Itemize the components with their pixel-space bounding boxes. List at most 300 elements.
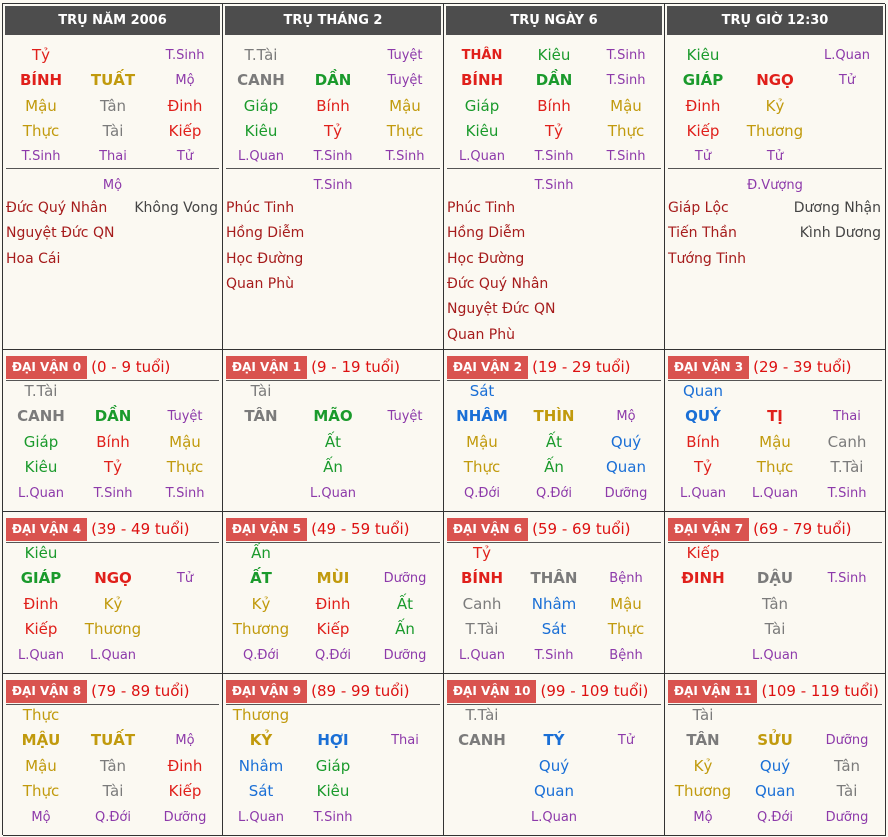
chart-row (3, 68, 222, 93)
extra-phase: T.Sinh (313, 178, 353, 193)
chart-row (665, 805, 885, 830)
chart-cell: Sát (469, 382, 495, 400)
dai-van-cell (223, 512, 444, 674)
pillar-cell (665, 4, 886, 350)
chart-row (444, 592, 664, 617)
chart-cell: L.Quan (530, 809, 578, 825)
chart-cell: Nhâm (238, 756, 284, 775)
chart-cell: Mộ (616, 409, 636, 425)
star-label: Nguyệt Đức QN (6, 225, 115, 242)
pillar-header: TRỤ NĂM 2006 (5, 6, 220, 35)
dai-van-tag: ĐẠI VẬN 9 (226, 680, 307, 703)
chart-row (3, 728, 222, 753)
chart-cell: Tài (764, 620, 786, 639)
chart-row (223, 455, 443, 480)
chart-cell: SỬU (757, 731, 793, 750)
chart-cell: Kiêu (316, 782, 350, 801)
chart-cell: Dưỡng (825, 809, 869, 825)
chart-cell: Tử (838, 73, 856, 89)
chart-row (223, 805, 443, 830)
dai-van-age: (29 - 39 tuổi) (753, 358, 852, 376)
chart-cell: Q.Đới (756, 809, 793, 825)
dai-van-cell (223, 674, 444, 836)
star-label: Quan Phù (226, 275, 294, 292)
chart-cell: Thai (391, 733, 419, 749)
pillar-cell (444, 4, 665, 350)
chart-row (665, 592, 885, 617)
chart-cell: Tử (694, 149, 712, 165)
pillar-cell (223, 4, 444, 350)
chart-row (665, 94, 885, 119)
chart-cell: Kiêu (24, 544, 58, 562)
chart-cell: GIÁP (20, 569, 62, 588)
star-label: Hồng Diễm (226, 225, 305, 242)
star-label: Đức Quý Nhân (6, 200, 108, 216)
chart-cell: Thực (756, 458, 794, 477)
chart-cell: Tỷ (544, 121, 564, 140)
chart-row (665, 643, 885, 668)
chart-cell: T.Tài (24, 382, 58, 400)
chart-row (444, 144, 664, 169)
chart-cell: Ấn (323, 458, 343, 477)
dai-van-cell (3, 350, 223, 512)
chart-cell: Tử (176, 571, 194, 587)
chart-cell: NHÂM (456, 407, 508, 426)
star-label: Tướng Tinh (668, 250, 746, 267)
chart-cell: Thực (463, 458, 501, 477)
chart-cell: T.Tài (244, 46, 278, 64)
chart-cell: T.Sinh (165, 485, 205, 501)
chart-row (3, 481, 222, 506)
chart-cell: Mộ (175, 733, 195, 749)
chart-cell: Tuyệt (387, 409, 423, 425)
chart-cell: T.Tài (465, 706, 499, 724)
chart-cell: T.Sinh (534, 149, 574, 165)
dai-van-tag: ĐẠI VẬN 10 (447, 680, 536, 703)
chart-row (444, 617, 664, 642)
chart-cell: Q.Đới (94, 809, 131, 825)
chart-cell: Kỷ (765, 96, 785, 115)
chart-cell: Thương (674, 782, 732, 801)
star-label: Nguyệt Đức QN (447, 301, 556, 318)
chart-cell: Mộ (31, 809, 51, 825)
chart-cell: THÌN (533, 407, 575, 426)
chart-row (223, 94, 443, 119)
dai-van-age: (0 - 9 tuổi) (91, 358, 171, 376)
chart-cell: Mậu (610, 594, 642, 613)
chart-row (223, 144, 443, 169)
chart-row (444, 43, 664, 68)
chart-row (444, 68, 664, 93)
pillar-cell (3, 4, 223, 350)
chart-cell: Mậu (25, 756, 57, 775)
chart-cell: Giáp (315, 756, 351, 775)
chart-cell: Kiêu (244, 121, 278, 140)
chart-cell: T.Sinh (21, 149, 61, 165)
dai-van-cell (665, 512, 886, 674)
chart-cell: NGỌ (94, 569, 132, 588)
star-label: Giáp Lộc (668, 200, 729, 216)
chart-row (3, 144, 222, 169)
chart-row (223, 379, 443, 404)
chart-row (665, 481, 885, 506)
chart-cell: Q.Đới (463, 485, 500, 501)
dai-van-cell (223, 350, 444, 512)
chart-row (3, 617, 222, 642)
chart-row (3, 119, 222, 144)
chart-cell: T.Sinh (313, 149, 353, 165)
chart-cell: Bính (686, 432, 720, 451)
chart-cell: L.Quan (458, 149, 506, 165)
chart-cell: Sát (541, 620, 567, 639)
chart-cell: Mộ (175, 73, 195, 89)
star-label: Học Đường (447, 250, 525, 267)
chart-cell: TUẤT (90, 71, 136, 90)
dai-van-header (226, 516, 409, 542)
chart-cell: Tử (766, 149, 784, 165)
chart-cell: Tài (692, 706, 714, 724)
dai-van-tag: ĐẠI VẬN 0 (6, 356, 87, 379)
chart-cell: Đinh (23, 594, 59, 613)
chart-cell: Mậu (25, 96, 57, 115)
chart-cell: Kiếp (316, 620, 350, 639)
chart-row (665, 566, 885, 591)
chart-cell: T.Sinh (606, 149, 646, 165)
chart-row (223, 404, 443, 429)
bazi-chart-grid (2, 3, 885, 835)
chart-cell: Quan (533, 782, 574, 801)
chart-cell: Tỷ (472, 544, 492, 562)
dai-van-tag: ĐẠI VẬN 11 (668, 680, 757, 703)
chart-cell: DẦN (314, 71, 352, 90)
chart-row (223, 779, 443, 804)
chart-cell: Mậu (610, 96, 642, 115)
chart-row (444, 404, 664, 429)
chart-cell: Ấn (544, 458, 564, 477)
dai-van-cell (3, 512, 223, 674)
divider (447, 168, 661, 169)
chart-cell: Tử (176, 149, 194, 165)
chart-cell: Giáp (23, 432, 59, 451)
chart-cell: Bính (316, 96, 350, 115)
chart-cell: Tân (99, 96, 127, 115)
chart-cell: Mậu (466, 432, 498, 451)
chart-cell: Kiêu (537, 46, 571, 64)
chart-cell: Mộ (693, 809, 713, 825)
extra-phase: Đ.Vượng (747, 178, 803, 193)
dai-van-age: (39 - 49 tuổi) (91, 520, 190, 538)
dai-van-age: (9 - 19 tuổi) (311, 358, 400, 376)
chart-row (444, 541, 664, 566)
chart-cell: Quý (759, 756, 791, 775)
chart-cell: TÝ (543, 731, 565, 750)
chart-cell: Thai (833, 409, 861, 425)
dai-van-cell (665, 674, 886, 836)
chart-cell: T.Sinh (827, 571, 867, 587)
chart-cell: T.Sinh (534, 647, 574, 663)
chart-row (3, 643, 222, 668)
dai-van-cell (665, 350, 886, 512)
chart-cell: L.Quan (89, 647, 137, 663)
chart-row (444, 119, 664, 144)
chart-cell: Mậu (169, 432, 201, 451)
chart-cell: GIÁP (682, 71, 724, 90)
dai-van-age: (99 - 109 tuổi) (540, 682, 649, 700)
star-label: Quan Phù (447, 326, 515, 343)
chart-cell: L.Quan (17, 647, 65, 663)
chart-row (665, 455, 885, 480)
chart-row (223, 119, 443, 144)
dai-van-tag: ĐẠI VẬN 2 (447, 356, 528, 379)
chart-cell: Quan (605, 458, 646, 477)
chart-row (223, 68, 443, 93)
dai-van-header (226, 678, 409, 704)
chart-cell: Bệnh (609, 571, 643, 587)
dai-van-tag: ĐẠI VẬN 3 (668, 356, 749, 379)
chart-row (3, 455, 222, 480)
dai-van-cell (444, 674, 665, 836)
chart-row (665, 541, 885, 566)
dai-van-header (447, 678, 648, 704)
chart-row (444, 754, 664, 779)
chart-cell: Dưỡng (825, 733, 869, 749)
pillar-header: TRỤ GIỜ 12:30 (667, 6, 883, 35)
dai-van-age: (19 - 29 tuổi) (532, 358, 631, 376)
chart-row (3, 703, 222, 728)
chart-cell: DẦN (94, 407, 132, 426)
chart-cell: Ất (324, 432, 342, 451)
chart-row (223, 728, 443, 753)
chart-cell: L.Quan (237, 149, 285, 165)
chart-row (444, 455, 664, 480)
chart-cell: Dưỡng (604, 485, 648, 501)
star-label: Phúc Tinh (226, 200, 295, 216)
chart-cell: T.Sinh (165, 48, 205, 63)
chart-row (444, 481, 664, 506)
star-label: Hồng Diễm (447, 225, 526, 242)
chart-cell: Tài (102, 782, 124, 801)
chart-cell: Kiêu (465, 121, 499, 140)
chart-cell: Canh (462, 594, 502, 613)
chart-row (444, 430, 664, 455)
chart-row (444, 779, 664, 804)
chart-cell: DẦN (535, 71, 573, 90)
extra-phase: T.Sinh (534, 178, 574, 193)
chart-cell: T.Tài (830, 458, 864, 477)
extra-phase: Mộ (102, 178, 123, 193)
star-label: Đức Quý Nhân (447, 275, 549, 292)
chart-cell: DẬU (756, 569, 794, 588)
chart-cell: Thương (84, 620, 142, 639)
chart-cell: Giáp (464, 96, 500, 115)
pillar-header: TRỤ THÁNG 2 (225, 6, 441, 35)
chart-cell: L.Quan (309, 485, 357, 501)
chart-cell: Ấn (395, 620, 415, 639)
chart-cell: CANH (17, 407, 65, 426)
chart-cell: Đinh (167, 756, 203, 775)
chart-cell: Thương (232, 620, 290, 639)
dai-van-header (6, 354, 170, 380)
chart-cell: Ất (545, 432, 563, 451)
chart-cell: L.Quan (751, 647, 799, 663)
chart-cell: Kỷ (251, 594, 271, 613)
chart-cell: Kiếp (168, 121, 202, 140)
chart-cell: MÙI (316, 569, 350, 588)
chart-cell: Tỷ (323, 121, 343, 140)
chart-row (665, 779, 885, 804)
chart-cell: THÂN (530, 569, 578, 588)
chart-cell: Dưỡng (383, 571, 427, 587)
chart-cell: Mậu (759, 432, 791, 451)
chart-cell: NGỌ (756, 71, 794, 90)
chart-cell: T.Sinh (606, 48, 646, 63)
chart-cell: TUẤT (90, 731, 136, 750)
chart-row (223, 703, 443, 728)
chart-row (3, 404, 222, 429)
chart-cell: Tuyệt (387, 73, 423, 89)
dai-van-header (668, 516, 851, 542)
chart-cell: HỢI (317, 731, 349, 750)
chart-cell: Thực (22, 782, 60, 801)
chart-cell: Kiếp (24, 620, 58, 639)
chart-cell: L.Quan (237, 809, 285, 825)
chart-cell: Thực (22, 121, 60, 140)
divider (226, 168, 440, 169)
chart-cell: L.Quan (823, 48, 871, 63)
chart-cell: Canh (827, 432, 867, 451)
chart-cell: Quý (538, 756, 570, 775)
star-label: Không Vong (134, 200, 218, 216)
chart-cell: Đinh (315, 594, 351, 613)
chart-cell: TÂN (244, 407, 278, 426)
pillar-header: TRỤ NGÀY 6 (446, 6, 662, 35)
chart-row (223, 592, 443, 617)
chart-cell: Tử (617, 733, 635, 749)
chart-cell: Thực (607, 620, 645, 639)
chart-cell: Dưỡng (163, 809, 207, 825)
chart-row (665, 404, 885, 429)
star-label: Kình Dương (799, 225, 881, 242)
chart-row (444, 566, 664, 591)
chart-row (223, 754, 443, 779)
chart-cell: Thực (22, 706, 60, 724)
chart-cell: Tỷ (693, 458, 713, 477)
chart-cell: MÃO (313, 407, 353, 426)
dai-van-age: (89 - 99 tuổi) (311, 682, 410, 700)
chart-cell: Kỷ (693, 756, 713, 775)
chart-cell: ẤT (250, 569, 272, 588)
chart-cell: Ấn (251, 544, 271, 562)
dai-van-cell (444, 350, 665, 512)
chart-cell: Kiếp (686, 121, 720, 140)
dai-van-tag: ĐẠI VẬN 6 (447, 518, 528, 541)
chart-cell: Quan (682, 382, 723, 400)
chart-row (444, 94, 664, 119)
chart-cell: T.Sinh (606, 73, 646, 89)
dai-van-age: (79 - 89 tuổi) (91, 682, 190, 700)
chart-cell: Thực (166, 458, 204, 477)
chart-cell: L.Quan (751, 485, 799, 501)
chart-row (444, 805, 664, 830)
chart-cell: CANH (458, 731, 506, 750)
dai-van-tag: ĐẠI VẬN 1 (226, 356, 307, 379)
chart-cell: Tỷ (103, 458, 123, 477)
chart-cell: T.Tài (465, 620, 499, 639)
star-label: Học Đường (226, 250, 304, 267)
chart-cell: Tài (836, 782, 858, 801)
dai-van-tag: ĐẠI VẬN 4 (6, 518, 87, 541)
chart-cell: T.Sinh (385, 149, 425, 165)
chart-cell: Giáp (243, 96, 279, 115)
chart-cell: Q.Đới (535, 485, 572, 501)
chart-cell: T.Sinh (313, 809, 353, 825)
dai-van-header (447, 354, 630, 380)
chart-cell: Sát (248, 782, 274, 801)
chart-row (3, 430, 222, 455)
chart-row (665, 754, 885, 779)
chart-cell: Đinh (167, 96, 203, 115)
chart-cell: L.Quan (17, 485, 65, 501)
chart-cell: Quý (610, 432, 642, 451)
dai-van-cell (444, 512, 665, 674)
chart-row (223, 617, 443, 642)
star-label: Hoa Cái (6, 250, 61, 267)
chart-row (665, 430, 885, 455)
chart-cell: Quan (754, 782, 795, 801)
chart-row (3, 754, 222, 779)
chart-row (3, 94, 222, 119)
chart-row (665, 617, 885, 642)
chart-cell: Thai (99, 149, 127, 165)
dai-van-header (668, 678, 879, 704)
chart-cell: Thực (607, 121, 645, 140)
chart-cell: BÍNH (460, 71, 504, 90)
chart-row (223, 541, 443, 566)
chart-row (665, 379, 885, 404)
dai-van-age: (69 - 79 tuổi) (753, 520, 852, 538)
chart-cell: BÍNH (19, 71, 63, 90)
chart-cell: Tân (761, 594, 789, 613)
chart-row (665, 728, 885, 753)
chart-cell: KỶ (249, 731, 273, 750)
chart-cell: Tài (250, 382, 272, 400)
chart-row (665, 43, 885, 68)
dai-van-header (226, 354, 400, 380)
star-label: Phúc Tinh (447, 200, 516, 216)
chart-cell: Bính (96, 432, 130, 451)
dai-van-header (668, 354, 851, 380)
chart-cell: QUÝ (685, 407, 721, 426)
chart-row (3, 805, 222, 830)
chart-cell: Tài (102, 121, 124, 140)
chart-row (223, 430, 443, 455)
chart-cell: Kỷ (103, 594, 123, 613)
chart-cell: Bệnh (609, 647, 643, 663)
chart-row (665, 144, 885, 169)
chart-cell: L.Quan (458, 647, 506, 663)
chart-cell: Kiếp (686, 544, 720, 562)
dai-van-age: (59 - 69 tuổi) (532, 520, 631, 538)
chart-cell: Tuyệt (387, 48, 423, 63)
chart-cell: Thương (232, 706, 290, 724)
chart-row (3, 541, 222, 566)
chart-row (3, 779, 222, 804)
chart-cell: Thương (746, 121, 804, 140)
chart-cell: CANH (237, 71, 285, 90)
dai-van-age: (109 - 119 tuổi) (761, 682, 879, 700)
dai-van-cell (3, 674, 223, 836)
dai-van-header (6, 516, 189, 542)
